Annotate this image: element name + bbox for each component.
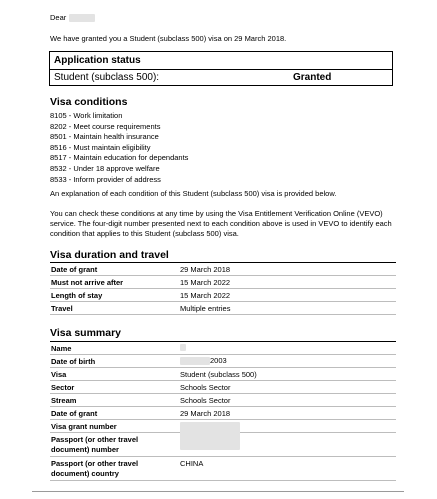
greeting-text: Dear [50,13,67,22]
condition-item: 8532 - Under 18 approve welfare [50,163,160,173]
table-row: Date of grant 29 March 2018 [50,407,396,420]
application-status-label: Student (subclass 500): [54,72,160,83]
table-row: Stream Schools Sector [50,394,396,407]
table-row: Passport (or other travel document) number [50,433,396,457]
table-row: Date of grant 29 March 2018 [50,263,396,276]
greeting-line [50,13,95,23]
page-bottom-rule [32,491,404,492]
table-row: Length of stay 15 March 2022 [50,289,396,302]
table-row: Visa Student (subclass 500) [50,368,396,381]
table-row: Date of birth 2003 [50,355,396,368]
visa-conditions-heading: Visa conditions [50,96,128,108]
application-status-heading: Application status [54,55,141,66]
visa-summary-table [50,342,396,482]
table-row: Name [50,342,396,355]
vevo-paragraph: You can check these conditions at any time by using the Visa Entitlement Verification Online (VEVO) service. The four-digit number presented next to each condition above is used in VEVO to identify each condition that applies to this Student (subclass 500) visa. [50,209,392,238]
condition-item: 8202 - Meet course requirements [50,121,161,131]
table-row: Must not arrive after 15 March 2022 [50,276,396,289]
redacted-grant-and-passport-number [180,422,240,450]
condition-item: 8516 - Must maintain eligibility [50,142,151,152]
table-row: Visa grant number [50,420,396,433]
application-status-box [49,51,393,86]
table-row: Travel Multiple entries [50,302,396,315]
conditions-explanation: An explanation of each condition of this Student (subclass 500) visa is provided below. [50,189,337,198]
table-row: Sector Schools Sector [50,381,396,394]
redacted-name [180,344,186,351]
visa-conditions-list [50,111,188,185]
visa-summary-heading: Visa summary [50,327,122,339]
redacted-recipient-name [69,14,95,22]
status-divider [50,69,392,70]
visa-duration-table [50,263,396,318]
condition-item: 8517 - Maintain education for dependants [50,153,189,163]
visa-duration-heading: Visa duration and travel [50,249,169,261]
condition-item: 8105 - Work limitation [50,111,123,120]
redacted-birth-date [180,357,210,365]
grant-intro: We have granted you a Student (subclass 500) visa on 29 March 2018. [50,34,287,43]
condition-item: 8533 - Inform provider of address [50,174,161,184]
table-row: Passport (or other travel document) country CHINA [50,457,396,481]
application-status-value: Granted [293,72,332,83]
birth-year: 2003 [210,356,227,365]
condition-item: 8501 - Maintain health insurance [50,132,159,142]
